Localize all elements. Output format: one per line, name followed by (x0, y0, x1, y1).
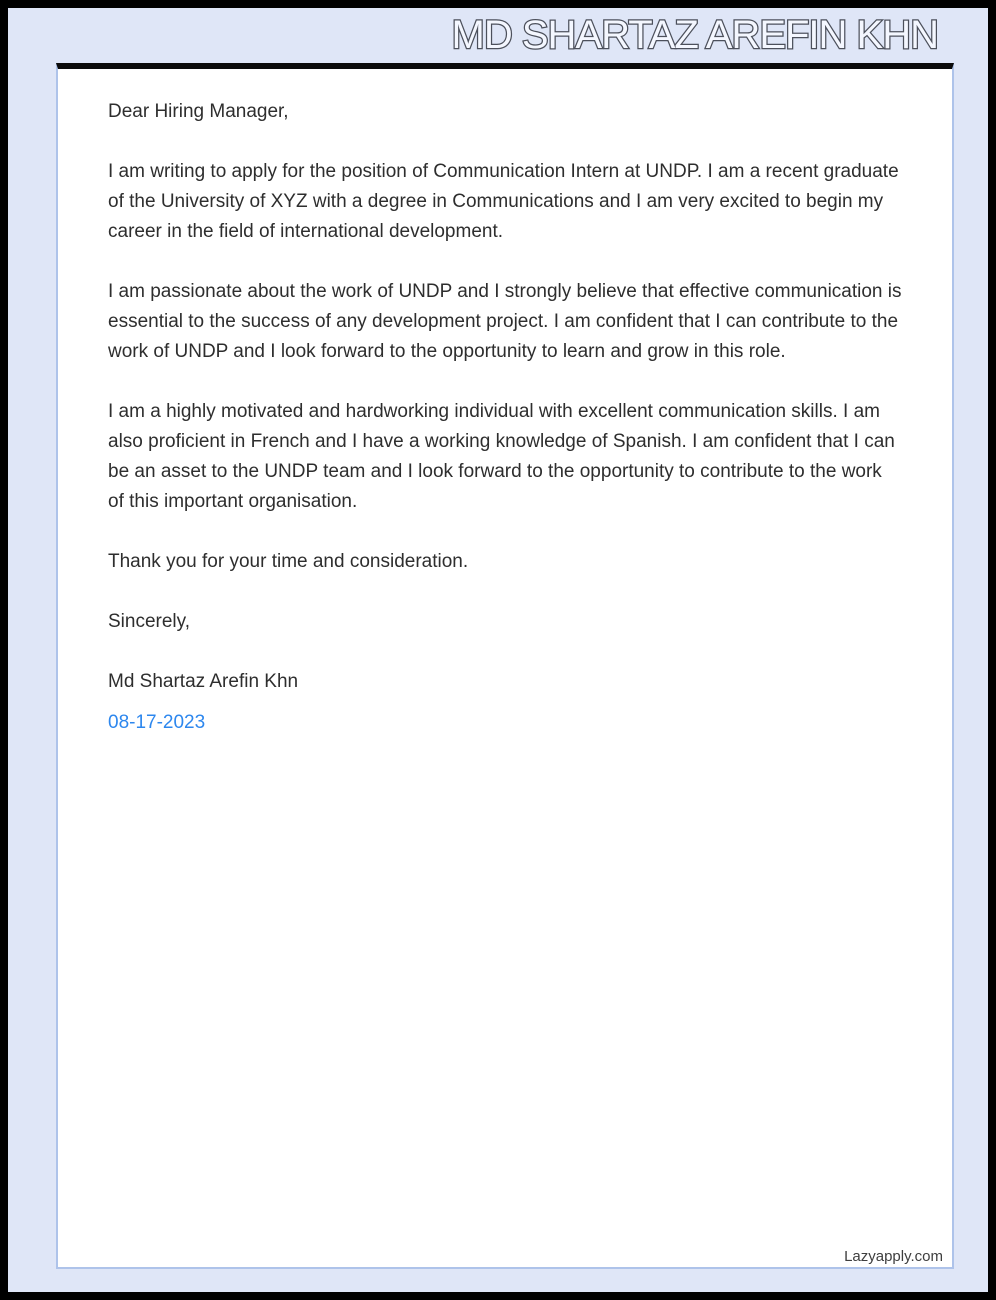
candidate-name-header: MD SHARTAZ AREFIN KHN (451, 13, 938, 57)
paragraph-skills: I am a highly motivated and hardworking individual with excellent communication skills. I am also proficient in French and I have a working knowledge of Spanish. I am confident that I can be an asset to the UNDP team and I look forward to the opportunity to contribute to the work of this important organisation. (108, 401, 895, 512)
thanks-line: Thank you for your time and consideration. (108, 551, 469, 572)
paragraph-passion: I am passionate about the work of UNDP and I strongly believe that effective communication is essential to the success of any development project. I am confident that I can contribute to the work of UNDP and I look forward to the opportunity to learn and grow in this role. (108, 281, 902, 362)
lazyapply-brand: Lazyapply.com (844, 1248, 943, 1265)
letter-body (58, 69, 952, 738)
closing-line: Sincerely, (108, 611, 191, 632)
paragraph-intro: I am writing to apply for the position of Communication Intern at UNDP. I am a recent graduate of the University of XYZ with a degree in Communications and I am very excited to begin my career in the field of international development. (108, 161, 899, 242)
signature-name: Md Shartaz Arefin Khn (108, 671, 299, 692)
letter-date[interactable]: 08-17-2023 (108, 712, 206, 733)
letter-page (56, 63, 954, 1269)
salutation: Dear Hiring Manager, (108, 101, 289, 122)
